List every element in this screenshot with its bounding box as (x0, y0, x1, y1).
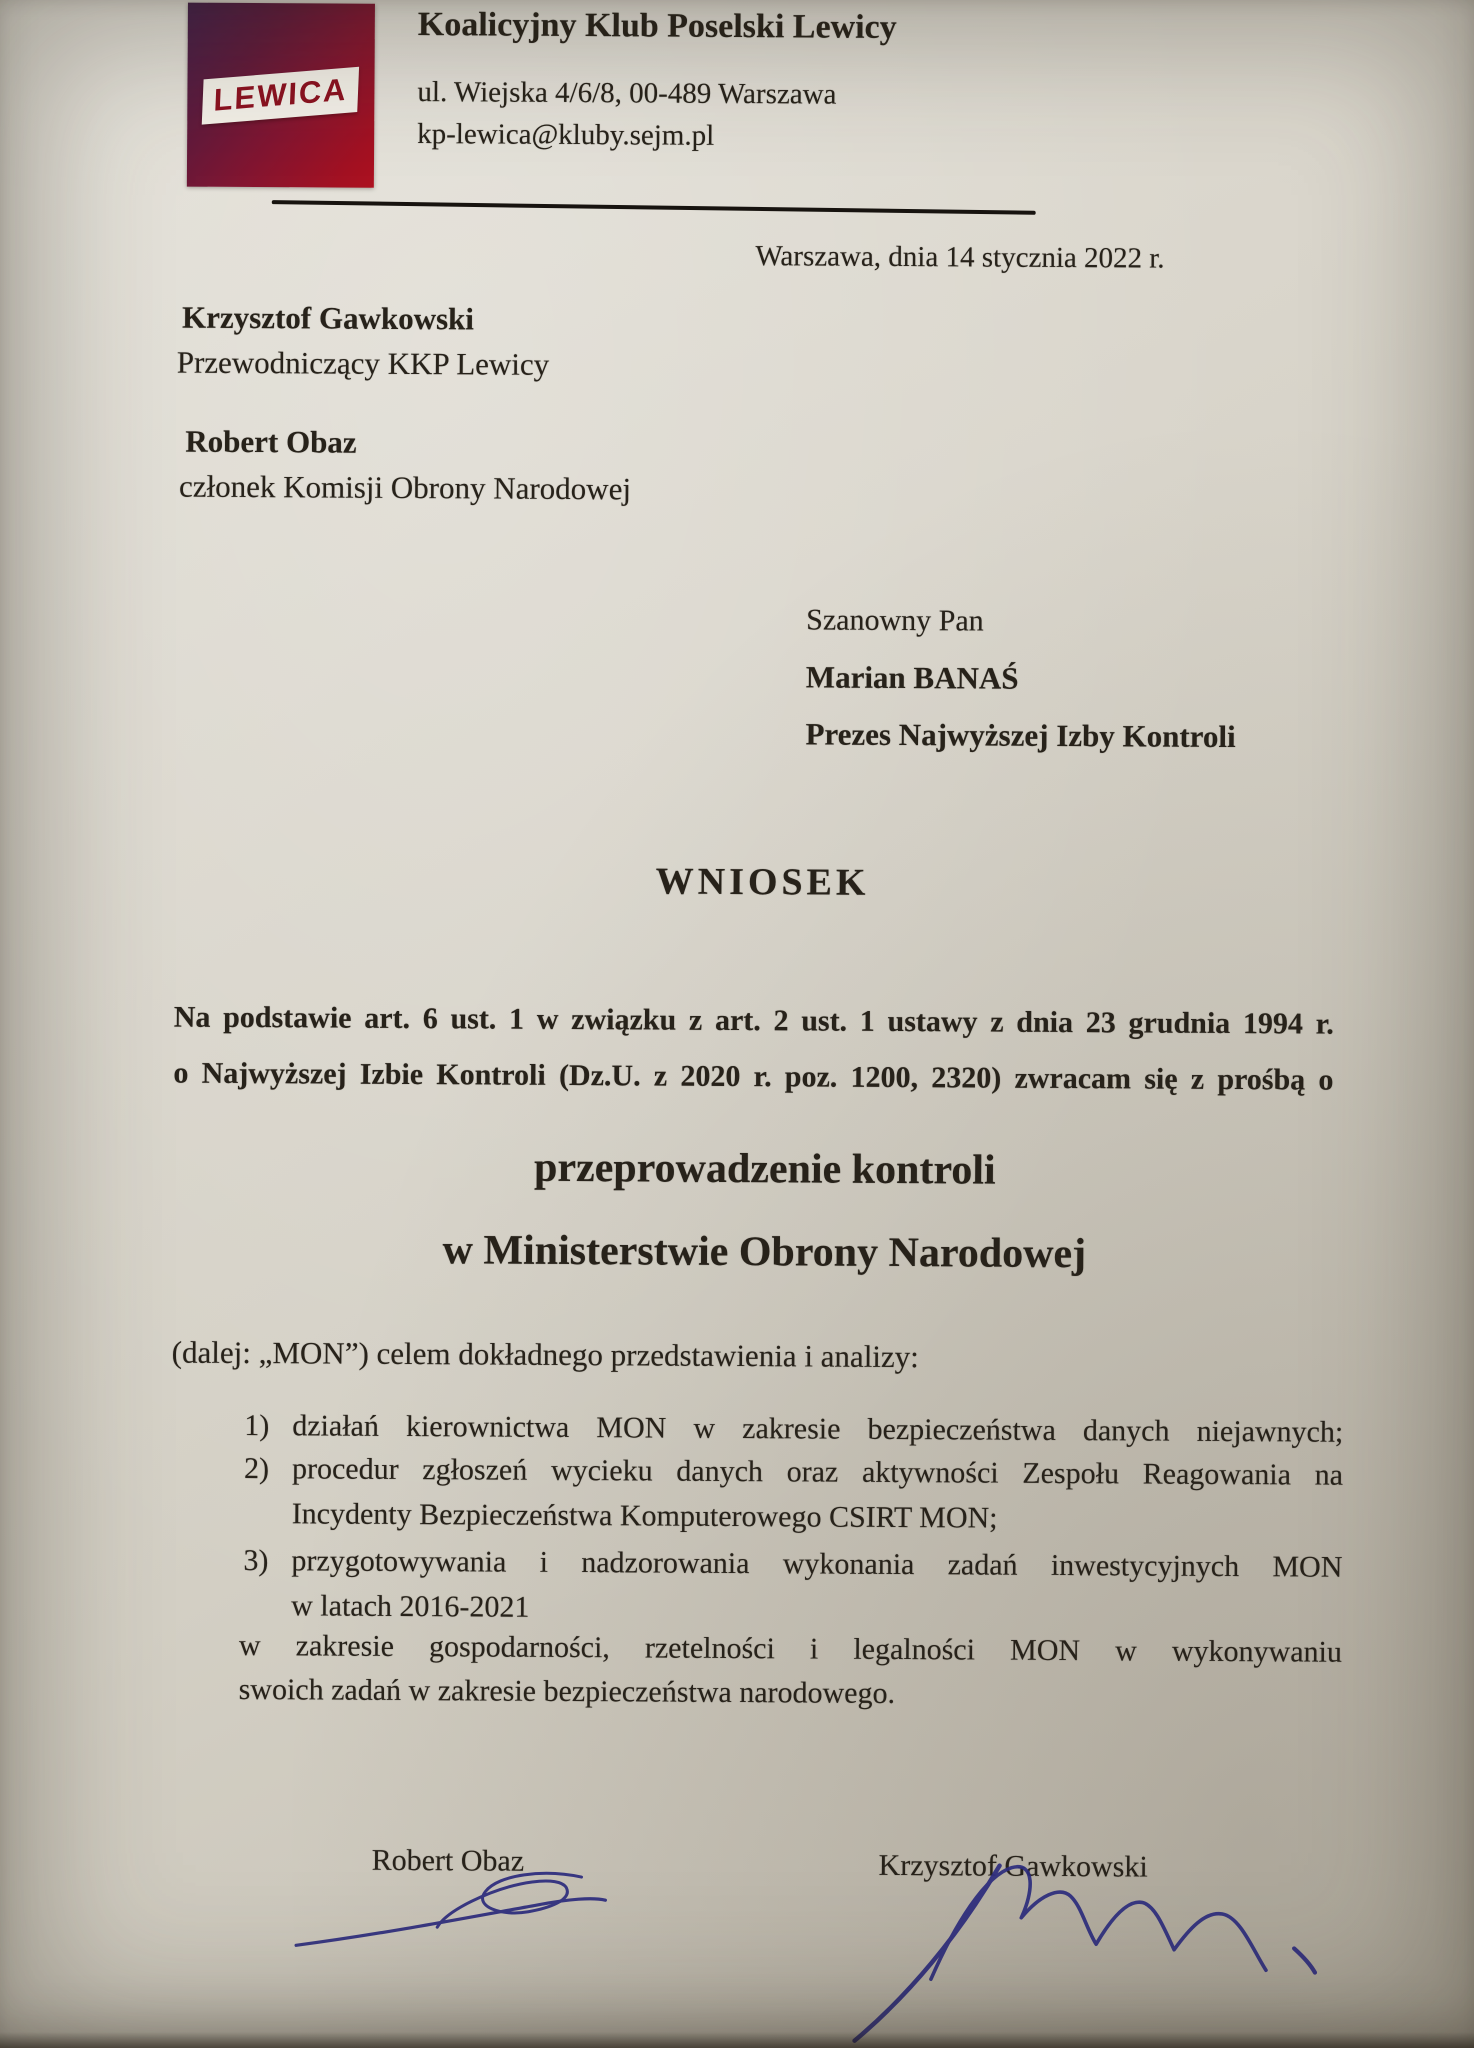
signature-label-robert-obaz: Robert Obaz (371, 1843, 525, 1878)
recipient-name: Marian BANAŚ (805, 659, 1019, 696)
intro-line: (dalej: „MON”) celem dokładnego przedstawienia i analizy: (171, 1334, 919, 1375)
list-item-3-text-line-2: w latach 2016-2021 (291, 1589, 530, 1624)
date-line: Warszawa, dnia 14 stycznia 2022 r. (755, 240, 1165, 275)
recipient-role: Prezes Najwyższej Izby Kontroli (805, 716, 1236, 755)
signature-label-krzysztof-gawkowski: Krzysztof Gawkowski (878, 1848, 1148, 1884)
lewica-logo (187, 3, 375, 188)
sender-1-role: Przewodniczący KKP Lewicy (176, 344, 550, 382)
list-item-2-text-line-2: Incydenty Bezpieczeństwa Komputerowego CSIRT MON; (291, 1497, 998, 1535)
list-item-2-number: 2) (243, 1452, 270, 1486)
signature-ink-krzysztof-gawkowski (855, 1865, 1000, 2042)
list-item-3-text-line-1: przygotowywania i nadzorowania wykonania zadań inwestycyjnych MON (291, 1544, 1343, 1584)
list-item-1-number: 1) (244, 1409, 270, 1443)
org-address: ul. Wiejska 4/6/8, 00-489 Warszawa (417, 76, 837, 111)
signature-ink-robert-obaz (296, 1897, 605, 1947)
sender-2-name: Robert Obaz (185, 423, 357, 460)
legal-basis-line-2: o Najwyższej Izbie Kontroli (Dz.U. z 2020 r. poz. 1200, 2320) zwracam się z prośbą o (173, 1056, 1334, 1097)
list-item-1-text: działań kierownictwa MON w zakresie bezpieczeństwa danych niejawnych; (292, 1409, 1344, 1449)
org-email: kp-lewica@kluby.sejm.pl (417, 118, 715, 152)
list-item-2-text-line-1: procedur zgłoszeń wycieku danych oraz aktywności Zespołu Reagowania na (291, 1452, 1344, 1492)
request-heading-line-2: w Ministerstwie Obrony Narodowej (442, 1227, 1087, 1278)
document-title: WNIOSEK (655, 860, 870, 904)
org-name: Koalicyjny Klub Poselski Lewicy (417, 6, 897, 46)
list-item-3-number: 3) (243, 1543, 269, 1578)
letterhead-divider (272, 200, 1036, 215)
recipient-salutation: Szanowny Pan (806, 603, 984, 638)
sender-1-name: Krzysztof Gawkowski (181, 299, 475, 337)
lewica-logo-banner: LEWICA (202, 66, 360, 124)
legal-basis-line-1: Na podstawie art. 6 ust. 1 w związku z art. 2 ust. 1 ustawy z dnia 23 grudnia 1994 r. (173, 1000, 1334, 1041)
sender-2-role: członek Komisji Obrony Narodowej (178, 468, 632, 507)
request-heading-line-1: przeprowadzenie kontroli (533, 1144, 996, 1194)
closing-line-1: w zakresie gospodarności, rzetelności i legalności MON w wykonywaniu (238, 1628, 1343, 1669)
closing-line-2: swoich zadań w zakresie bezpieczeństwa narodowego. (238, 1672, 896, 1710)
